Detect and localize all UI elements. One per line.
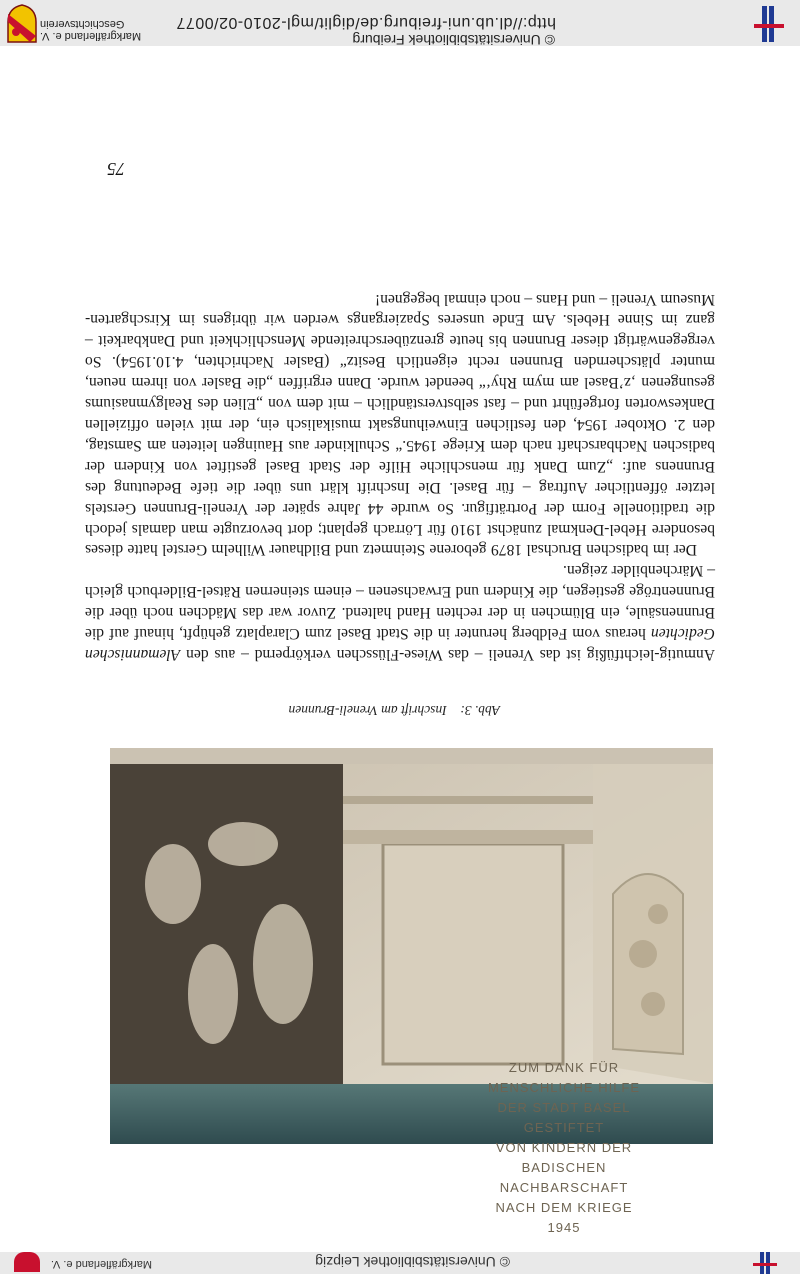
association-name: Markgräflerland e. V. Geschichtsverein [40, 18, 142, 42]
italic-title: Alemannischen Gedichten [85, 625, 715, 663]
header-crest-icon [14, 1252, 40, 1272]
copyright-text: © Universitätsbibliothek Freiburg [352, 32, 555, 48]
footer-bar [0, 0, 800, 46]
relief-crest [613, 874, 683, 1054]
header-bar [0, 1252, 800, 1274]
figure-caption: Abb. 3: Inschrift am Vreneli-Brunnen [288, 703, 500, 718]
header-association-text: Markgräflerland e. V. [50, 1258, 152, 1270]
page-number: 75 [107, 159, 125, 179]
header-library-text: © Universitätsbibliothek Leipzig [315, 1254, 510, 1270]
university-library-small-logo [750, 1252, 780, 1274]
university-library-logo [750, 4, 788, 44]
coat-of-arms-icon [6, 4, 38, 44]
inscription-panel [383, 844, 563, 1064]
paragraph-2: Der im badischen Bruchsal 1879 geborene Steinmetz und Bildhauer Wilhelm Gerstel hatte dieses besondere Hebel-Denkmal zunächst 1910 für Lörrach geplant; dort bevorzugte man damals jedoch die traditionelle Form der Porträtfigur. So wurde 44 Jahre später der Vreneli-Brunnen Gerstels letzter öffentlicher Auftrag – für Basel. Die Inschrift klärt uns über die tiefe Bedeutung des Brunnens auf: „Zum Dank für menschliche Hilfe der Stadt Basel gestiftet von Kindern der badischen Nachbarschaft nach dem Kriege 1945.“ Schulkinder aus Hauingen leiteten am Samstag, den 2. Oktober 1954, den festlichen Einweihungsakt musikalisch ein, der mit vielen offiziellen Dankesworten fortgeführt und – fast selbstverständlich – mit dem von „Elien des Realgymnasiums gesungenen ‚z’Basel am mym Rhy‘“ beendet wurde. Dann ergriffen „die Basler von ihrem neuen, munter plätschernden Brunnen recht eigentlich Besitz“ (Basler Nachrichten, 4.10.1954). So vergegenwärtigt dieser Brunnen bis heute grenzüberschreitende Menschlichkeit und Dankbarkeit – ganz im Sinne Hebels. Am Ende unseres Spaziergangs werden wir übrigens im Kirschgarten-Museum Vreneli – und Hans – noch einmal begegnen! [85, 290, 715, 559]
body-text [85, 288, 715, 664]
inscription-text: ZUM DANK FÜR MENSCHLICHE HILFE DER STADT BASEL GESTIFTET VON KINDERN DER BADISCHEN NACHBARSCHAFT NACH DEM KRIEGE 1945 [487, 1060, 641, 1235]
fountain-inscription-photo [110, 748, 713, 1235]
paragraph-1: Anmutig-leichtfüßig ist das Vreneli – das Wiese-Flüsschen verkörpernd – aus den Alemannischen Gedichten heraus vom Feldberg herunter in die Stadt Basel zum Claraplatz gehüpft, hinauf auf die Brunnensäule, ein Blümchen in der rechten Hand haltend. Zuvor war das Mädchen noch über die Brunnentröge gestiegen, die Kindern und Erwachsenen – einem steinernen Rätsel-Bilderbuch gleich – Märchenbilder zeigen. [85, 562, 715, 663]
document-url-link[interactable]: http://dl.ub.uni-freiburg.de/diglit/mgl-2010-02/0077 [176, 14, 556, 31]
